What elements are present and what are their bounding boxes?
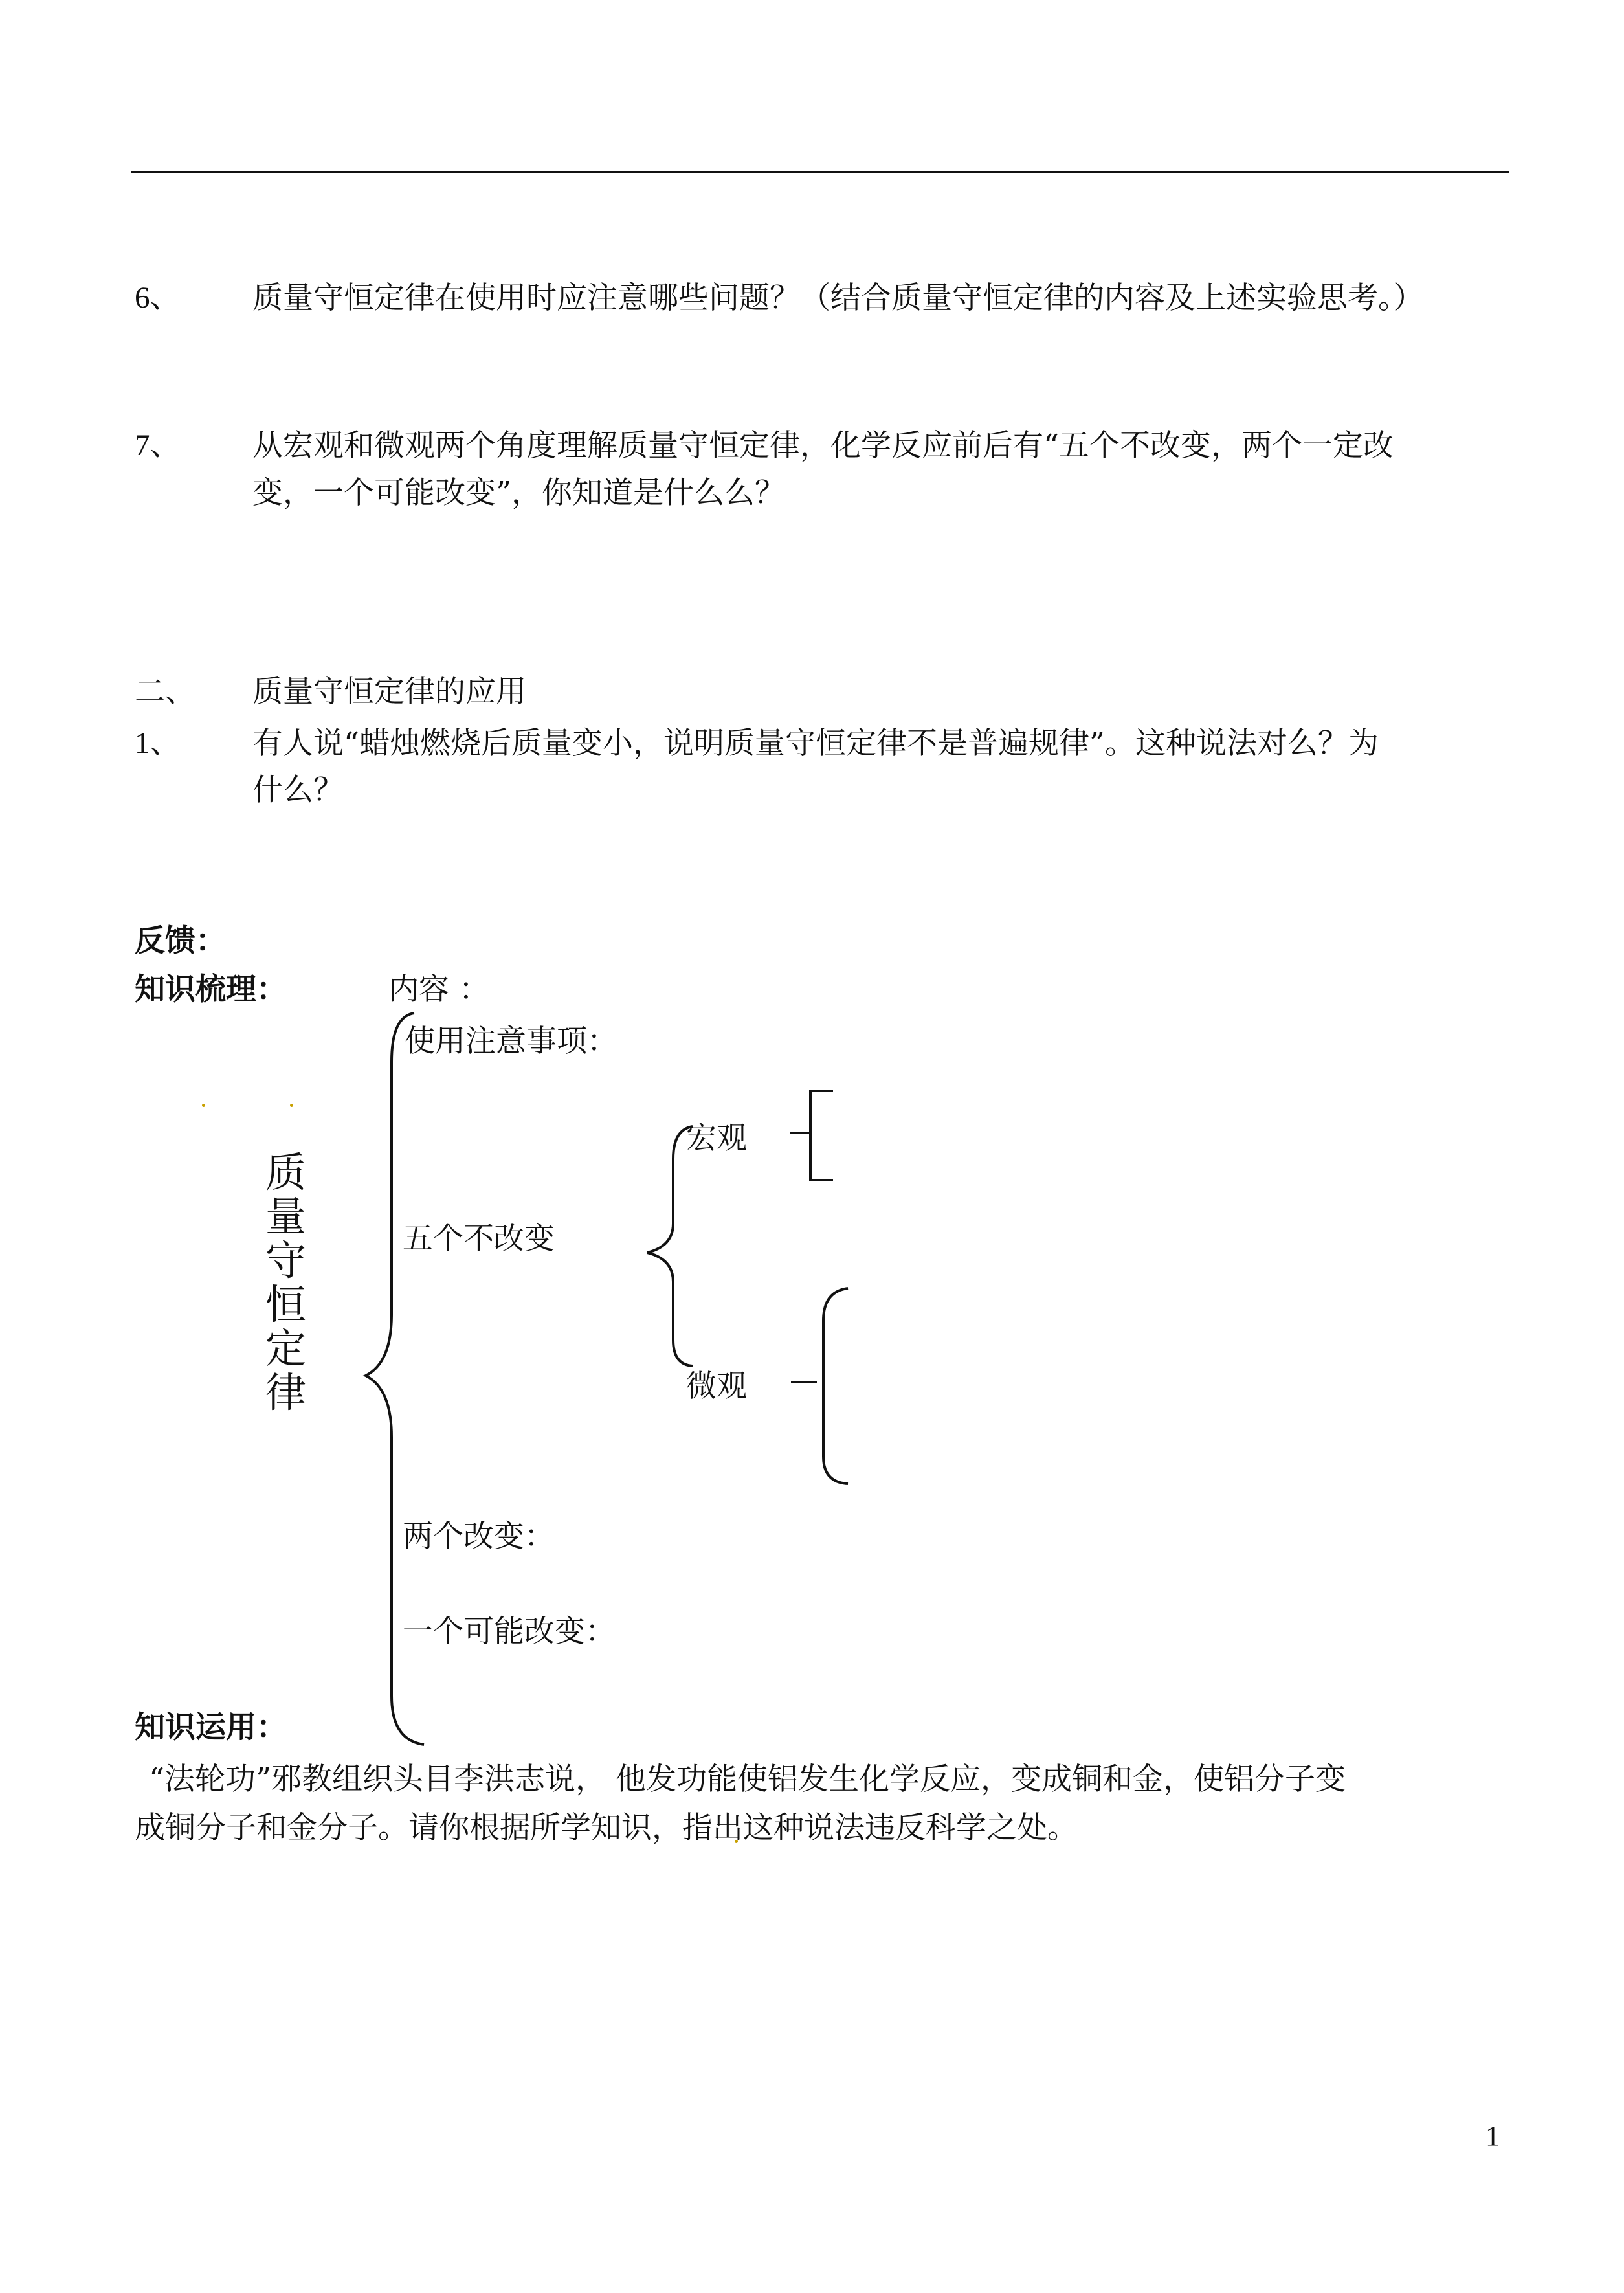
question-7-number: 7、: [135, 429, 181, 462]
page-number: 1: [1485, 2120, 1500, 2152]
feedback-label: 反馈：: [135, 923, 226, 959]
question-6-text: 质量守恒定律在使用时应注意哪些问题？（结合质量守恒定律的内容及上述实验思考。）: [252, 280, 1424, 316]
section-2-number: 二、: [135, 674, 195, 710]
macro-label: 宏观: [686, 1121, 747, 1156]
question-7-line-2: 变，一个可能改变”，你知道是什么么？: [252, 475, 786, 511]
five-unchanged-label: 五个不改变: [403, 1221, 555, 1257]
content-label: 内容 ：: [388, 972, 489, 1007]
micro-brace: [823, 1288, 848, 1484]
knowledge-review-label: 知识梳理：: [135, 972, 287, 1007]
center-char-6: 律: [265, 1369, 306, 1416]
center-char-1: 质: [265, 1149, 306, 1196]
question-6-number: 6、: [135, 281, 181, 315]
micro-label: 微观: [686, 1369, 747, 1404]
question-7-line-1: 从宏观和微观两个角度理解质量守恒定律，化学反应前后有“五个不改变，两个一定改: [252, 428, 1394, 464]
application-line-2: 成铜分子和金分子。请你根据所学知识，指出这种说法违反科学之处。: [135, 1810, 1078, 1846]
section-2-title: 质量守恒定律的应用: [252, 674, 526, 710]
section-2-question-1-line-2: 什么？: [252, 772, 344, 808]
usage-notes-label: 使用注意事项：: [405, 1023, 617, 1059]
knowledge-application-label: 知识运用：: [135, 1710, 287, 1745]
section-2-question-1-number: 1、: [135, 726, 181, 760]
five-unchanged-brace: [647, 1126, 693, 1366]
center-char-4: 恒: [265, 1281, 306, 1328]
center-char-2: 量: [265, 1193, 306, 1240]
center-char-3: 守: [265, 1237, 306, 1284]
center-char-5: 定: [265, 1325, 306, 1372]
two-changes-label: 两个改变：: [403, 1519, 555, 1554]
stray-dot: [202, 1104, 205, 1107]
stray-dot: [290, 1104, 293, 1107]
macro-bracket: [810, 1091, 833, 1180]
application-line-1: “法轮功”邪教组织头目李洪志说， 他发功能使铝发生化学反应，变成铜和金，使铝分子变: [149, 1762, 1346, 1797]
one-possible-change-label: 一个可能改变：: [403, 1614, 616, 1650]
section-2-question-1-line-1: 有人说“蜡烛燃烧后质量变小，说明质量守恒定律不是普遍规律”。这种说法对么？为: [252, 726, 1379, 761]
